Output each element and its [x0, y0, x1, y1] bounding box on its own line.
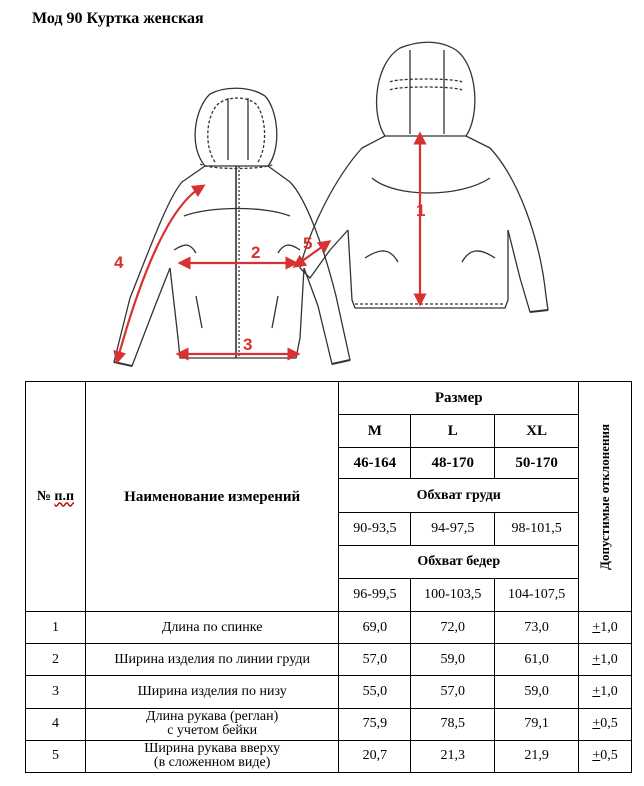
table-row: 1 Длина по спинке 69,0 72,0 73,0 +1,0 — [26, 612, 632, 644]
jacket-back-view — [300, 42, 548, 312]
size-code-xl: 50-170 — [495, 448, 579, 479]
arrow-sleeve-length — [118, 188, 200, 358]
table-row: 2 Ширина изделия по линии груди 57,0 59,0 61,0 +1,0 — [26, 644, 632, 676]
header-tolerance: Допустимые отклонения — [579, 382, 632, 612]
header-size: Размер — [339, 382, 579, 415]
marker-label-5: 5 — [303, 234, 313, 253]
size-code-l: 48-170 — [411, 448, 495, 479]
hip-m: 96-99,5 — [339, 578, 411, 611]
size-xl: XL — [495, 415, 579, 448]
chest-m: 90-93,5 — [339, 512, 411, 545]
hip-l: 100-103,5 — [411, 578, 495, 611]
marker-label-1: 1 — [416, 201, 426, 220]
table-row: 3 Ширина изделия по низу 55,0 57,0 59,0 +1,0 — [26, 676, 632, 708]
size-l: L — [411, 415, 495, 448]
header-no: № п.п — [26, 382, 86, 612]
table-row: 4 Длина рукава (реглан) с учетом бейки 75,9 78,5 79,1 +0,5 — [26, 708, 632, 740]
table-row: 5 Ширина рукава вверху (в сложенном виде) 20,7 21,3 21,9 +0,5 — [26, 740, 632, 772]
marker-label-4: 4 — [114, 253, 124, 272]
measurement-table — [25, 381, 632, 773]
size-m: M — [339, 415, 411, 448]
measurement-arrows — [118, 138, 420, 358]
page-title: Мод 90 Куртка женская — [32, 10, 204, 27]
header-name: Наименование измерений — [85, 382, 339, 612]
size-code-m: 46-164 — [339, 448, 411, 479]
marker-label-3: 3 — [243, 335, 253, 354]
hip-label: Обхват бедер — [339, 545, 579, 578]
jacket-technical-drawing — [100, 38, 560, 374]
chest-label: Обхват груди — [339, 479, 579, 512]
chest-xl: 98-101,5 — [495, 512, 579, 545]
chest-l: 94-97,5 — [411, 512, 495, 545]
hip-xl: 104-107,5 — [495, 578, 579, 611]
marker-label-2: 2 — [251, 243, 261, 262]
